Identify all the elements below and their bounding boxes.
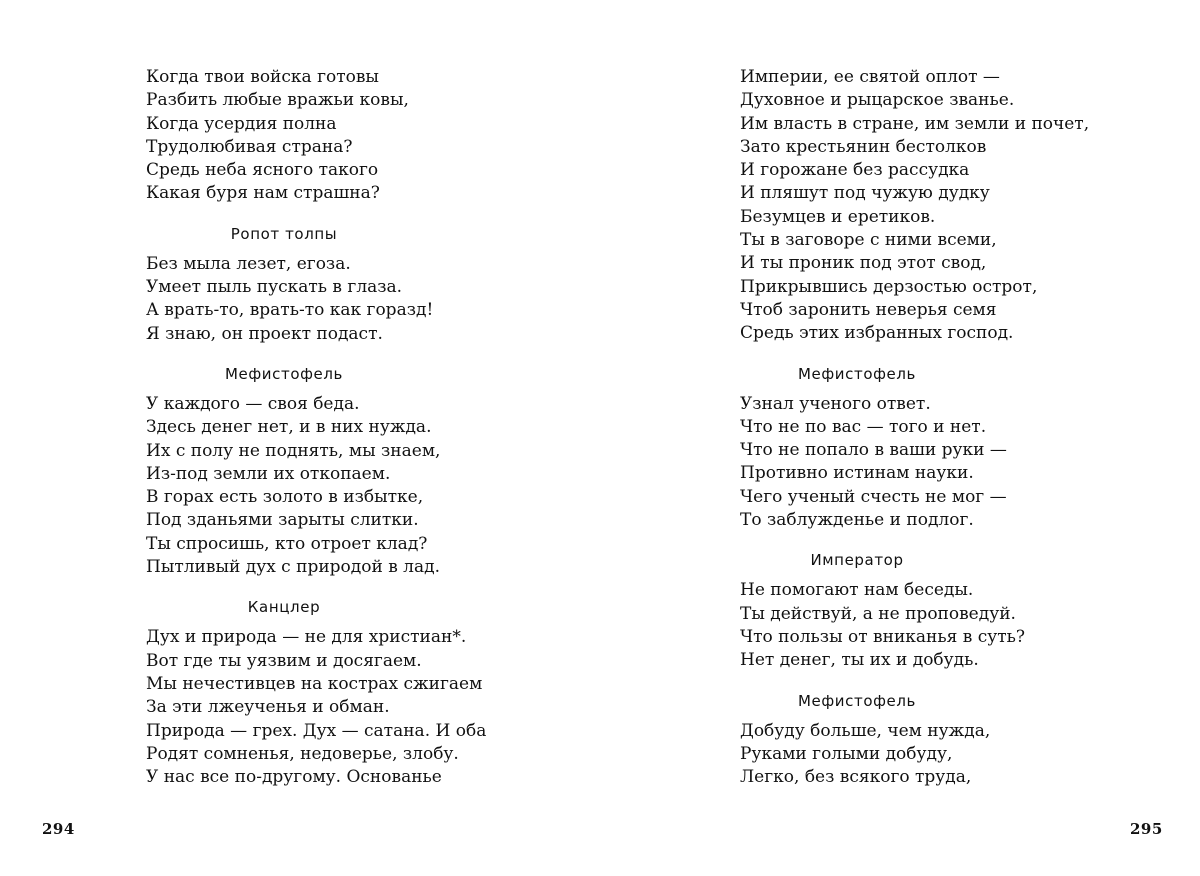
- verse-line: Зато крестьянин бестолков: [740, 136, 987, 157]
- speaker-name: Ропот толпы: [230, 224, 338, 243]
- verse-line: Из-под земли их откопаем.: [146, 463, 391, 484]
- verse-line: Добуду больше, чем нужда,: [740, 720, 991, 741]
- page-number-right: 295: [1130, 820, 1163, 838]
- verse-line: Природа — грех. Дух — сатана. И оба: [146, 720, 487, 741]
- verse-line: Когда твои войска готовы: [146, 67, 379, 87]
- verse-line: Что пользы от вниканья в суть?: [740, 626, 1026, 647]
- stanza: [740, 720, 1089, 790]
- verse-line: Вот где ты уязвим и досягаем.: [146, 650, 422, 671]
- right-page-text: [740, 66, 1089, 789]
- speaker-name: Мефистофель: [798, 364, 916, 383]
- verse-line: Дух и природа — не для христиан*.: [146, 627, 467, 648]
- verse-line: То заблужденье и подлог.: [740, 510, 974, 531]
- verse-line: Без мыла лезет, егоза.: [146, 253, 351, 274]
- speaker-name: Мефистофель: [225, 364, 343, 383]
- verse-line: Духовное и рыцарское званье.: [740, 90, 1015, 111]
- verse-line: Узнал ученого ответ.: [740, 393, 931, 414]
- stanza: [146, 626, 486, 789]
- stanza: [146, 393, 486, 579]
- verse-line: У каждого — своя беда.: [146, 393, 360, 414]
- verse-line: Ты спросишь, кто отроет клад?: [146, 533, 428, 554]
- stanza: [740, 393, 1089, 533]
- verse-line: И горожане без рассудка: [740, 160, 970, 181]
- verse-line: Пытливый дух с природой в лад.: [146, 557, 440, 578]
- stanza: [146, 253, 486, 346]
- verse-line: Нет денег, ты их и добудь.: [740, 650, 979, 671]
- verse-line: Трудолюбивая страна?: [146, 136, 353, 157]
- verse-line: Под зданьями зарыты слитки.: [146, 510, 419, 531]
- verse-line: Что не по вас — того и нет.: [740, 416, 987, 437]
- speaker-name: Канцлер: [247, 598, 321, 617]
- verse-line: Противно истинам науки.: [740, 463, 974, 484]
- verse-line: Руками голыми добуду,: [740, 743, 953, 764]
- verse-line: Им власть в стране, им земли и почет,: [740, 113, 1090, 134]
- verse-line: Родят сомненья, недоверье, злобу.: [146, 743, 459, 764]
- verse-line: Империи, ее святой оплот —: [740, 67, 1000, 87]
- verse-line: Не помогают нам беседы.: [740, 580, 974, 601]
- stanza: [146, 66, 486, 206]
- verse-line: Когда усердия полна: [146, 113, 337, 134]
- right-page: [600, 0, 1200, 876]
- verse-line: Здесь денег нет, и в них нужда.: [146, 417, 432, 438]
- verse-line: Ты в заговоре с ними всеми,: [740, 230, 997, 251]
- verse-line: Разбить любые вражьи ковы,: [146, 90, 409, 111]
- verse-line: Что не попало в ваши руки —: [740, 440, 1007, 461]
- verse-line: Средь этих избранных господ.: [740, 323, 1014, 344]
- verse-line: Мы нечестивцев на кострах сжигаем: [146, 673, 483, 694]
- verse-line: У нас все по-другому. Основанье: [146, 767, 442, 788]
- verse-line: Я знаю, он проект подаст.: [146, 323, 383, 344]
- verse-line: И пляшут под чужую дудку: [740, 183, 990, 204]
- verse-line: Чего ученый счесть не мог —: [740, 486, 1007, 507]
- verse-line: Безумцев и еретиков.: [740, 206, 936, 227]
- speaker-name: Император: [810, 551, 904, 570]
- verse-line: Умеет пыль пускать в глаза.: [146, 277, 403, 298]
- verse-line: В горах есть золото в избытке,: [146, 487, 424, 508]
- verse-line: За эти лжеученья и обман.: [146, 697, 390, 718]
- stanza: [740, 579, 1089, 672]
- speaker-name: Мефистофель: [798, 691, 916, 710]
- verse-line: И ты проник под этот свод,: [740, 253, 987, 274]
- verse-line: Их с полу не поднять, мы знаем,: [146, 440, 441, 461]
- verse-line: Ты действуй, а не проповедуй.: [740, 603, 1016, 624]
- verse-line: Прикрывшись дерзостью острот,: [740, 276, 1038, 297]
- verse-line: А врать-то, врать-то как горазд!: [146, 300, 434, 321]
- verse-line: Какая буря нам страшна?: [146, 183, 380, 204]
- stanza: [740, 66, 1089, 346]
- verse-line: Легко, без всякого труда,: [740, 767, 972, 788]
- verse-line: Чтоб заронить неверья семя: [740, 299, 997, 320]
- left-page-text: [146, 66, 486, 789]
- verse-line: Средь неба ясного такого: [146, 160, 379, 181]
- page-number-left: 294: [42, 820, 75, 838]
